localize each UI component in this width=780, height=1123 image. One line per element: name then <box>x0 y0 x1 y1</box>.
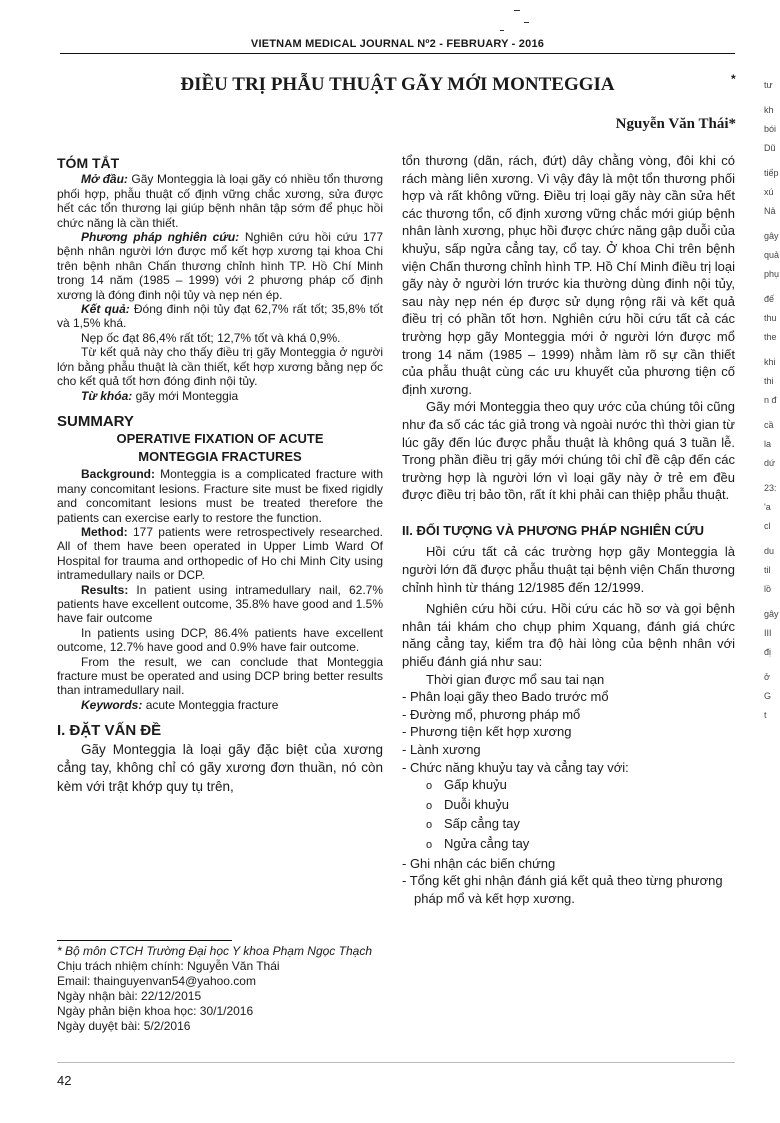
margin-fragment: tư <box>764 80 773 90</box>
margin-fragment: bói <box>764 124 777 134</box>
abstract-en-method <box>57 525 383 583</box>
english-title-line-1: OPERATIVE FIXATION OF ACUTE <box>116 431 324 447</box>
sub-list-item: o Gấp khuỷu <box>426 776 735 796</box>
margin-star-mark: * <box>731 72 736 86</box>
footnote-reviewed: Ngày phản biện khoa học: 30/1/2016 <box>57 1004 254 1018</box>
results-text: In patient using intramedullary nail, 62.7% patients have excellent outcome, 35.8% have good and 1.5% have fair outcome <box>57 582 383 626</box>
abstract-en-results <box>57 583 383 626</box>
left-column <box>57 152 383 796</box>
margin-fragment: Nả <box>764 206 776 216</box>
function-sublist <box>402 776 735 854</box>
footnote-responsible: Chịu trách nhiệm chính: Nguyễn Văn Thái <box>57 959 280 973</box>
abstract-en-heading: SUMMARY <box>57 412 134 430</box>
margin-fragment: thu <box>764 313 777 323</box>
header-rule <box>60 53 735 54</box>
margin-fragment: thi <box>764 376 774 386</box>
footnote-received: Ngày nhận bài: 22/12/2015 <box>57 989 202 1003</box>
margin-fragment: III <box>764 628 772 638</box>
margin-fragment: til <box>764 565 771 575</box>
result-text: Đóng đinh nội tủy đạt 62,7% rất tốt; 35,8% tốt và 1,5% khá. <box>57 302 383 331</box>
footnote-rule <box>57 940 232 941</box>
footnote-approved: Ngày duyệt bài: 5/2/2016 <box>57 1019 191 1033</box>
intro-text: Gãy Monteggia là loại gãy có nhiều tổn thương phối hợp, phẫu thuật cố định vững chắc xương, sửa được hết các tổn thương lại giúp bệnh nhân tập sớm để phục hồi chức năng là cần thiết. <box>57 172 383 230</box>
background-label: Background: <box>81 467 156 482</box>
sub-list-item: o Ngửa cẳng tay <box>426 835 735 855</box>
en-keywords-text: acute Monteggia fracture <box>142 697 279 712</box>
list-item: - Tổng kết ghi nhận đánh giá kết quả theo từng phương pháp mổ và kết hợp xương. <box>402 873 723 906</box>
list-item: - Ghi nhận các biến chứng <box>402 855 556 871</box>
journal-header: VIETNAM MEDICAL JOURNAL Nº2 - FEBRUARY - 2016 <box>250 38 545 50</box>
page-number: 42 <box>57 1073 72 1088</box>
footnotes <box>57 944 383 1034</box>
abstract-en-background <box>57 467 383 525</box>
intro-paragraph-left: Gãy Monteggia là loại gãy đặc biệt của xương cẳng tay, không chỉ có gãy xương đơn thuần, nó còn kèm với trật khớp quy tụ trên, <box>57 741 383 794</box>
margin-fragment: tiếp <box>764 168 779 178</box>
english-title-line-2: MONTEGGIA FRACTURES <box>138 449 302 465</box>
abstract-vi-result <box>57 302 383 331</box>
margin-fragment: 'a <box>764 502 771 512</box>
abstract-vi-keywords <box>57 389 383 403</box>
keywords-text: gãy mới Monteggia <box>132 388 239 403</box>
intro-paragraph-2: Gãy mới Monteggia theo quy ước của chúng tôi cũng như đa số các tác giả trong và ngoài nước thì thời gian từ lúc gãy đến lúc được phẫu thuật là không quá 3 tuần lễ. Trong phần điều trị gãy mới chúng tôi chỉ đề cập đến các trường hợp là người lớn vì loại gãy này ở trẻ em đều được điều trị bảo tồn, rất ít khi phải can thiệp phẫu thuật. <box>402 399 735 503</box>
margin-fragment: kh <box>764 105 774 115</box>
adjacent-page-margin <box>764 80 780 1080</box>
intro-heading: I. ĐẶT VẤN ĐỀ <box>57 722 162 740</box>
footnote-affiliation: * Bộ môn CTCH Trường Đại học Y khoa Phạm Ngọc Thạch <box>57 944 372 958</box>
intro-paragraph-right: tổn thương (dãn, rách, đứt) dây chằng vòng, đôi khi có rách màng liên xương. Vì vậy đây là một tổn thương phối hợp và rất không vững. Điều trị loại gãy này cần sửa hết các thương tổn, cố định xương vững chắc mới giúp bệnh nhân lành xương, phục hồi được chức năng gập duỗi của khuỷu, sấp ngửa cẳng tay, cổ tay. Ở khoa Chi trên bệnh viện Chấn thương chỉnh hình TP. Hồ Chí Minh điều trị loại gãy này ở người lớn trước kia thường dùng đinh nội tủy, sau này nẹp nén ép được sử dụng rộng rãi và kết quả điều trị có phần tốt hơn. Nghiên cứu hồi cứu tất cả các trường hợp gãy Monteggia mới ở người lớn được mổ trong 14 năm (1985 – 1999) nhằm làm rõ sự cần thiết của phẫu thuật cùng các ưu khuyết của phương tiện cố định xương. <box>402 153 735 397</box>
intro-label: Mở đầu: <box>81 172 128 187</box>
margin-fragment: gây <box>764 609 779 619</box>
margin-fragment: la <box>764 439 772 449</box>
methods-paragraph-1: Hồi cứu tất cả các trường hợp gãy Monteggia là người lớn đã được phẫu thuật tại bệnh viện Chấn thương chỉnh hình từ tháng 12/1985 đến 12/1999. <box>402 544 735 595</box>
en-method-label: Method: <box>81 524 128 539</box>
sub-list-item: o Sấp cẳng tay <box>426 815 735 835</box>
methods-heading: II. ĐỐI TƯỢNG VÀ PHƯƠNG PHÁP NGHIÊN CỨU <box>402 522 705 538</box>
keywords-label: Từ khóa: <box>81 388 133 403</box>
margin-fragment: lồ <box>764 584 772 594</box>
en-keywords-label: Keywords: <box>81 697 143 712</box>
sub-list-item: o Duỗi khuỷu <box>426 796 735 816</box>
bottom-rule <box>57 1062 735 1063</box>
margin-fragment: đị <box>764 647 772 657</box>
margin-fragment: cầ <box>764 420 774 430</box>
article-title: ĐIỀU TRỊ PHẪU THUẬT GÃY MỚI MONTEGGIA <box>180 74 615 95</box>
abstract-vi-conclusion: Từ kết quả này cho thấy điều trị gãy Monteggia ở người lớn bằng phẫu thuật là cần thiết, kết hợp xương bằng nẹp ốc cho kết quả tốt hơn đóng đinh nội tủy. <box>57 345 383 389</box>
margin-fragment: gây <box>764 231 779 241</box>
abstract-vi-intro <box>57 172 383 230</box>
en-method-text: 177 patients were retrospectively researched. All of them have been operated in Upper Limb Ward Of Hospital for trauma and orthopedic of Ho chi Minh City using intramedullary nails or DCP. <box>57 524 383 583</box>
list-item: - Lành xương <box>402 742 481 757</box>
list-item: - Phân loại gãy theo Bado trước mổ <box>402 689 609 705</box>
background-text: Monteggia is a complicated fracture with many concomitant lesions. Fracture site must be fixed rigidly and concomitant lesions must be treated therefore the patients can exercise early to restore the function. <box>57 467 383 525</box>
footnote-email: Email: thainguyenvan54@yahoo.com <box>57 974 256 988</box>
abstract-en-keywords <box>57 698 383 712</box>
margin-fragment: xú <box>764 187 774 197</box>
abstract-en-conclusion: From the result, we can conclude that Monteggia fracture must be operated and using DCP bring better results than intramedullary nail. <box>57 654 383 698</box>
methods-paragraph-2: Nghiên cứu hồi cứu. Hồi cứu các hồ sơ và gọi bệnh nhân tái khám cho chụp phim Xquang, đánh giá chức năng cẳng tay, kiểm tra độ hài lòng của bệnh nhân với phiếu đánh giá như sau: <box>402 601 735 670</box>
margin-fragment: du <box>764 546 775 556</box>
abstract-vi-result-2: Nẹp ốc đạt 86,4% rất tốt; 12,7% tốt và khá 0,9%. <box>81 330 341 345</box>
margin-fragment: đế <box>764 294 775 304</box>
margin-fragment: dứ <box>764 458 776 468</box>
list-item: - Chức năng khuỷu tay và cẳng tay với: <box>402 759 629 775</box>
list-item: - Đường mổ, phương pháp mổ <box>402 706 581 722</box>
methods-list <box>402 688 735 776</box>
abstract-en-results-2: In patients using DCP, 86.4% patients have excellent outcome, 12.7% have good and 0.9% have fair outcome. <box>57 625 383 655</box>
margin-fragment: t <box>764 710 767 720</box>
margin-fragment: quả <box>764 250 780 260</box>
method-label: Phương pháp nghiên cứu: <box>81 230 240 245</box>
results-label: Results: <box>81 582 129 597</box>
margin-fragment: ở <box>764 672 770 682</box>
abstract-vi-method <box>57 230 383 302</box>
margin-fragment: n đ <box>764 395 777 405</box>
margin-fragment: cl <box>764 521 771 531</box>
margin-fragment: 23: <box>764 483 777 493</box>
margin-fragment: Dũ <box>764 143 776 153</box>
margin-fragment: G <box>764 691 772 701</box>
result-label: Kết quả: <box>81 302 130 317</box>
right-column <box>402 152 735 907</box>
margin-fragment: khi <box>764 357 776 367</box>
abstract-vi-heading: TÓM TẮT <box>57 155 120 171</box>
methods-item-0: Thời gian được mổ sau tai nạn <box>426 671 605 687</box>
method-text: Nghiên cứu hồi cứu 177 bệnh nhân người lớn được mổ kết hợp xương tại khoa Chi trên bệnh nhân Chấn thương chỉnh hình TP. Hồ Chí Minh trong 14 năm (1985 – 1999) với 2 phương pháp cố định xương là đóng đinh nội tủy và nẹp nén ép. <box>57 230 383 302</box>
author-name: Nguyễn Văn Thái* <box>615 116 736 132</box>
margin-fragment: the <box>764 332 777 342</box>
list-item: - Phương tiện kết hợp xương <box>402 724 572 740</box>
margin-fragment: phụ <box>764 269 780 279</box>
methods-list-continued <box>402 855 735 908</box>
